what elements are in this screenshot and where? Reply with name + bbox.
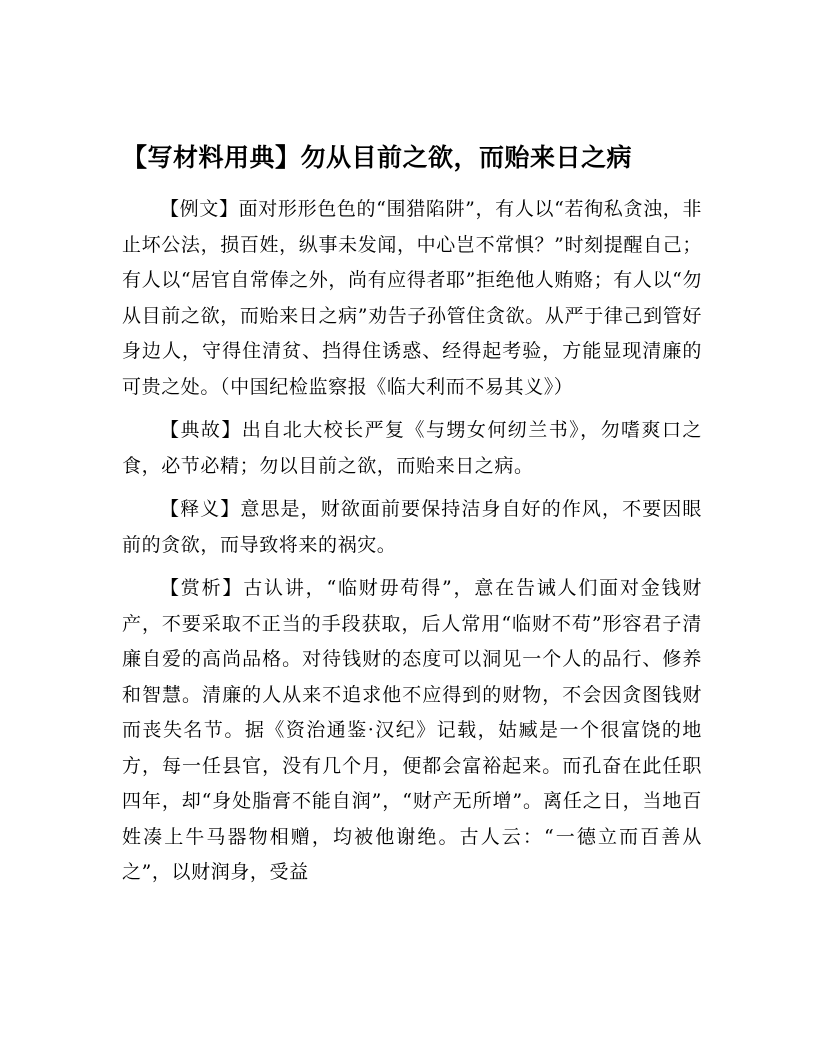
paragraph-appreciation: 【赏析】古认讲，“临财毋苟得”，意在告诫人们面对金钱财产，不要采取不正当的手段获取，后人常用“临财不苟”形容君子清廉自爱的高尚品格。对待钱财的态度可以洞见一个人的品行、修养和智慧。清廉的人从来不追求他不应得到的财物，不会因贪图钱财而丧失名节。据《资治通鉴·汉纪》记载，姑臧是一个很富饶的地方，每一任县官，没有几个月，便都会富裕起来。而孔奋在此任职四年，却“身处脂膏不能自润”，“财产无所增”。离任之日，当地百姓凑上牛马器物相赠，均被他谢绝。古人云：“一德立而百善从之”，以财润身，受益 xyxy=(122,577,702,883)
paragraph-interpretation: 【释义】意思是，财欲面前要保持洁身自好的作风，不要因眼前的贪欲，而导致将来的祸灾。 xyxy=(122,498,702,556)
document-title: 【写材料用典】勿从目前之欲，而贻来日之病 xyxy=(122,143,633,172)
document-body xyxy=(122,192,702,899)
paragraph-example: 【例文】面对形形色色的“围猎陷阱”，有人以“若徇私贪浊，非止坏公法，损百姓，纵事未发闻，中心岂不常惧？”时刻提醒自己；有人以“居官自常俸之外，尚有应得者耶”拒绝他人贿赂；有人以“勿从目前之欲，而贻来日之病”劝告子孙管住贪欲。从严于律己到管好身边人，守得住清贫、挡得住诱惑、经得起考验，方能显现清廉的可贵之处。（中国纪检监察报《临大利而不易其义》） xyxy=(122,198,702,398)
paragraph-allusion: 【典故】出自北大校长严复《与甥女何纫兰书》，勿嗜爽口之食，必节必精；勿以目前之欲，而贻来日之病。 xyxy=(122,419,702,477)
